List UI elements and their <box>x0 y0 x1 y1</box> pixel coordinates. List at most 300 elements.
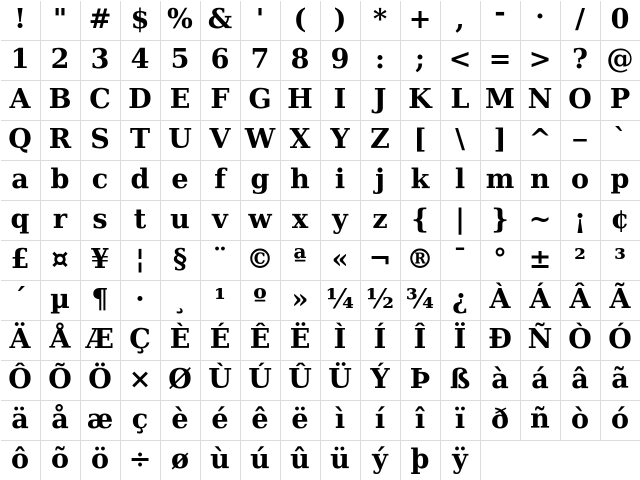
glyph: H <box>287 84 313 115</box>
glyph: × <box>128 364 152 395</box>
glyph: % <box>167 4 193 35</box>
glyph-cell[interactable] <box>400 280 440 320</box>
glyph: = <box>488 44 512 75</box>
glyph: ¹ <box>214 284 226 315</box>
glyph: $ <box>130 4 150 35</box>
glyph-cell[interactable] <box>360 160 400 200</box>
glyph-cell[interactable] <box>520 40 560 80</box>
glyph-cell[interactable] <box>240 240 280 280</box>
glyph-cell[interactable] <box>600 400 640 440</box>
glyph: Ö <box>88 364 112 395</box>
glyph-cell[interactable] <box>480 240 520 280</box>
glyph: + <box>408 4 432 35</box>
glyph-cell[interactable] <box>160 400 200 440</box>
glyph-cell[interactable] <box>320 80 360 120</box>
glyph: í <box>374 404 386 435</box>
glyph: P <box>609 84 631 115</box>
glyph-cell[interactable] <box>80 0 120 40</box>
glyph-cell[interactable] <box>240 40 280 80</box>
glyph-cell[interactable] <box>160 120 200 160</box>
glyph-cell[interactable] <box>280 40 320 80</box>
glyph-cell[interactable] <box>560 280 600 320</box>
glyph-cell[interactable] <box>160 160 200 200</box>
glyph-cell[interactable] <box>0 120 40 160</box>
glyph-cell[interactable] <box>400 360 440 400</box>
glyph: Ú <box>248 364 272 395</box>
glyph-cell[interactable] <box>440 240 480 280</box>
glyph: Y <box>330 124 350 155</box>
glyph: | <box>455 204 465 235</box>
glyph: ú <box>250 444 270 475</box>
glyph-cell[interactable] <box>80 160 120 200</box>
glyph-cell[interactable] <box>280 120 320 160</box>
glyph-cell[interactable] <box>560 320 600 360</box>
glyph: U <box>168 124 192 155</box>
glyph-cell[interactable] <box>80 80 120 120</box>
glyph-cell[interactable] <box>120 440 160 480</box>
glyph-cell[interactable] <box>200 440 240 480</box>
glyph: ( <box>293 4 307 35</box>
glyph-cell[interactable] <box>120 0 160 40</box>
glyph-cell[interactable] <box>160 280 200 320</box>
glyph: ï <box>454 404 466 435</box>
glyph-cell[interactable] <box>360 120 400 160</box>
glyph: ¸ <box>173 284 187 315</box>
glyph: O <box>568 84 592 115</box>
glyph-cell[interactable] <box>400 80 440 120</box>
glyph-cell[interactable] <box>160 240 200 280</box>
glyph-cell[interactable] <box>120 200 160 240</box>
glyph-cell[interactable] <box>120 40 160 80</box>
glyph: 8 <box>290 44 310 75</box>
glyph-cell[interactable] <box>200 360 240 400</box>
glyph-cell[interactable] <box>120 120 160 160</box>
glyph: æ <box>86 404 114 435</box>
glyph-cell[interactable] <box>280 400 320 440</box>
glyph-cell[interactable] <box>520 0 560 40</box>
glyph: \ <box>455 124 465 155</box>
glyph-cell[interactable] <box>40 0 80 40</box>
glyph-cell[interactable] <box>440 120 480 160</box>
glyph: ¨ <box>213 244 227 275</box>
glyph-cell[interactable] <box>40 240 80 280</box>
glyph-cell[interactable] <box>280 80 320 120</box>
glyph: q <box>10 204 30 235</box>
glyph-cell[interactable] <box>560 200 600 240</box>
glyph-cell[interactable] <box>280 240 320 280</box>
glyph: 3 <box>90 44 110 75</box>
glyph-cell[interactable] <box>160 360 200 400</box>
glyph-cell[interactable] <box>440 320 480 360</box>
glyph: ) <box>333 4 347 35</box>
glyph-cell[interactable] <box>40 320 80 360</box>
glyph-cell[interactable] <box>320 280 360 320</box>
glyph-cell[interactable] <box>600 120 640 160</box>
glyph: â <box>571 364 589 395</box>
glyph: h <box>290 164 310 195</box>
glyph: ` <box>613 124 627 155</box>
glyph-cell[interactable] <box>40 440 80 480</box>
glyph-cell[interactable] <box>400 320 440 360</box>
glyph: l <box>454 164 466 195</box>
glyph-cell[interactable] <box>240 440 280 480</box>
glyph-cell[interactable] <box>600 0 640 40</box>
glyph-cell[interactable] <box>520 160 560 200</box>
glyph-cell[interactable] <box>600 280 640 320</box>
glyph-cell[interactable] <box>440 200 480 240</box>
glyph-cell[interactable] <box>600 160 640 200</box>
glyph-cell[interactable] <box>520 360 560 400</box>
glyph: ã <box>611 364 629 395</box>
glyph: ¼ <box>325 284 355 315</box>
glyph: ü <box>330 444 350 475</box>
glyph: W <box>244 124 276 155</box>
glyph-cell[interactable] <box>320 200 360 240</box>
glyph-cell[interactable] <box>400 40 440 80</box>
glyph-cell[interactable] <box>560 0 600 40</box>
glyph-cell[interactable] <box>320 240 360 280</box>
glyph-cell[interactable] <box>40 120 80 160</box>
glyph-cell[interactable] <box>400 240 440 280</box>
glyph-cell[interactable] <box>360 440 400 480</box>
glyph: ´ <box>13 284 27 315</box>
glyph-cell[interactable] <box>240 320 280 360</box>
glyph-cell[interactable] <box>400 120 440 160</box>
glyph: º <box>253 284 267 315</box>
glyph: e <box>171 164 189 195</box>
glyph: Ã <box>609 284 631 315</box>
glyph-cell[interactable] <box>240 160 280 200</box>
glyph: ä <box>11 404 29 435</box>
glyph-cell[interactable] <box>440 400 480 440</box>
glyph-cell[interactable] <box>160 440 200 480</box>
glyph: w <box>248 204 272 235</box>
glyph: Î <box>413 324 427 355</box>
glyph: Ý <box>370 364 390 395</box>
glyph: ¬ <box>368 244 392 275</box>
glyph-cell[interactable] <box>0 400 40 440</box>
glyph: þ <box>410 444 430 475</box>
glyph-cell[interactable] <box>600 40 640 80</box>
glyph: " <box>52 4 68 35</box>
glyph-cell[interactable] <box>0 160 40 200</box>
glyph: Ü <box>328 364 352 395</box>
glyph-cell[interactable] <box>600 320 640 360</box>
glyph-cell[interactable] <box>600 240 640 280</box>
glyph-cell[interactable] <box>280 160 320 200</box>
glyph: K <box>408 84 432 115</box>
glyph: · <box>135 284 145 315</box>
glyph-cell[interactable] <box>240 360 280 400</box>
glyph-cell[interactable] <box>440 280 480 320</box>
glyph: ÿ <box>452 444 468 475</box>
glyph-cell[interactable] <box>160 200 200 240</box>
glyph: Ä <box>9 324 31 355</box>
glyph-cell[interactable] <box>120 240 160 280</box>
glyph-cell[interactable] <box>600 200 640 240</box>
glyph: À <box>489 284 511 315</box>
glyph: è <box>171 404 189 435</box>
glyph-cell[interactable] <box>520 200 560 240</box>
glyph-cell[interactable] <box>240 80 280 120</box>
glyph: A <box>9 84 31 115</box>
glyph-cell[interactable] <box>80 280 120 320</box>
glyph-cell[interactable] <box>200 40 240 80</box>
glyph-cell[interactable] <box>520 120 560 160</box>
glyph-cell[interactable] <box>600 360 640 400</box>
glyph-cell[interactable] <box>360 320 400 360</box>
glyph-cell[interactable] <box>40 360 80 400</box>
glyph: n <box>530 164 550 195</box>
glyph-cell[interactable] <box>360 0 400 40</box>
glyph: } <box>491 204 509 235</box>
glyph-cell[interactable] <box>320 40 360 80</box>
glyph-cell[interactable] <box>360 80 400 120</box>
glyph: à <box>491 364 509 395</box>
glyph-cell[interactable] <box>200 80 240 120</box>
glyph: µ <box>50 284 70 315</box>
glyph: # <box>88 4 112 35</box>
glyph: u <box>170 204 190 235</box>
glyph: 1 <box>10 44 30 75</box>
glyph: i <box>334 164 346 195</box>
glyph-cell[interactable] <box>160 0 200 40</box>
glyph-cell[interactable] <box>480 120 520 160</box>
glyph: X <box>289 124 311 155</box>
glyph: Ñ <box>527 324 553 355</box>
glyph-cell[interactable] <box>200 120 240 160</box>
glyph-cell[interactable] <box>320 360 360 400</box>
glyph-cell[interactable] <box>80 120 120 160</box>
glyph-cell[interactable] <box>560 240 600 280</box>
glyph-cell[interactable] <box>360 360 400 400</box>
glyph: R <box>48 124 72 155</box>
glyph-cell[interactable] <box>360 240 400 280</box>
glyph-cell[interactable] <box>400 440 440 480</box>
glyph-cell[interactable] <box>40 200 80 240</box>
glyph: ° <box>493 244 507 275</box>
glyph-cell[interactable] <box>600 80 640 120</box>
glyph-cell[interactable] <box>40 160 80 200</box>
glyph-cell[interactable] <box>120 400 160 440</box>
glyph: ¶ <box>91 284 109 315</box>
glyph: ö <box>90 444 109 475</box>
glyph: ; <box>415 44 425 75</box>
glyph: G <box>248 84 272 115</box>
glyph: 5 <box>170 44 190 75</box>
glyph: > <box>528 44 552 75</box>
glyph-cell[interactable] <box>400 400 440 440</box>
glyph: Á <box>529 284 551 315</box>
glyph-cell[interactable] <box>0 360 40 400</box>
glyph-cell[interactable] <box>200 160 240 200</box>
glyph: á <box>531 364 549 395</box>
glyph: Ç <box>129 324 151 355</box>
glyph-cell[interactable] <box>120 160 160 200</box>
glyph-cell[interactable] <box>560 400 600 440</box>
glyph: ¾ <box>405 284 435 315</box>
glyph-cell[interactable] <box>80 440 120 480</box>
glyph-cell[interactable] <box>360 200 400 240</box>
glyph-cell[interactable] <box>480 0 520 40</box>
glyph-cell[interactable] <box>80 400 120 440</box>
glyph: Õ <box>48 364 72 395</box>
glyph-cell[interactable] <box>480 80 520 120</box>
glyph: å <box>51 404 69 435</box>
glyph-cell[interactable] <box>40 40 80 80</box>
glyph: z <box>372 204 388 235</box>
glyph: î <box>414 404 426 435</box>
glyph-cell[interactable] <box>0 320 40 360</box>
glyph: ª <box>293 244 307 275</box>
glyph: m <box>485 164 515 195</box>
glyph: ç <box>131 404 149 435</box>
glyph-cell[interactable] <box>480 160 520 200</box>
glyph: S <box>90 124 110 155</box>
glyph: ¦ <box>135 244 145 275</box>
glyph-cell[interactable] <box>120 360 160 400</box>
glyph-cell[interactable] <box>320 0 360 40</box>
glyph-cell[interactable] <box>360 40 400 80</box>
glyph-cell[interactable] <box>0 200 40 240</box>
glyph-cell[interactable] <box>0 440 40 480</box>
glyph-cell[interactable] <box>320 320 360 360</box>
glyph-cell[interactable] <box>240 280 280 320</box>
glyph-cell[interactable] <box>520 240 560 280</box>
glyph-cell[interactable] <box>120 320 160 360</box>
glyph: ò <box>570 404 589 435</box>
glyph-cell[interactable] <box>560 160 600 200</box>
glyph-cell[interactable] <box>0 240 40 280</box>
glyph-cell[interactable] <box>120 80 160 120</box>
glyph-cell[interactable] <box>520 80 560 120</box>
glyph-cell[interactable] <box>320 160 360 200</box>
glyph-cell[interactable] <box>200 0 240 40</box>
glyph-cell[interactable] <box>120 280 160 320</box>
glyph-cell[interactable] <box>80 240 120 280</box>
glyph-cell[interactable] <box>160 80 200 120</box>
glyph-cell[interactable] <box>160 40 200 80</box>
glyph-cell[interactable] <box>480 200 520 240</box>
glyph: Ì <box>333 324 347 355</box>
glyph: 4 <box>130 44 150 75</box>
glyph: Ò <box>568 324 592 355</box>
glyph-cell[interactable] <box>200 240 240 280</box>
glyph-cell[interactable] <box>280 360 320 400</box>
glyph-cell[interactable] <box>440 0 480 40</box>
glyph-cell[interactable] <box>320 400 360 440</box>
glyph-cell[interactable] <box>560 360 600 400</box>
glyph-cell[interactable] <box>0 80 40 120</box>
glyph: c <box>91 164 109 195</box>
glyph-cell[interactable] <box>480 280 520 320</box>
glyph-cell[interactable] <box>80 200 120 240</box>
glyph-cell[interactable] <box>80 320 120 360</box>
glyph: § <box>172 244 188 275</box>
glyph-cell[interactable] <box>0 280 40 320</box>
glyph-cell[interactable] <box>360 400 400 440</box>
glyph: ' <box>255 4 265 35</box>
glyph: ² <box>574 244 586 275</box>
glyph-cell[interactable] <box>280 320 320 360</box>
glyph-cell[interactable] <box>320 440 360 480</box>
glyph: , <box>455 4 465 35</box>
glyph-cell[interactable] <box>200 320 240 360</box>
glyph-cell[interactable] <box>440 160 480 200</box>
glyph-cell[interactable] <box>40 280 80 320</box>
glyph-cell[interactable] <box>80 360 120 400</box>
glyph-cell[interactable] <box>160 320 200 360</box>
glyph: Ð <box>488 324 512 355</box>
glyph-cell[interactable] <box>440 40 480 80</box>
glyph-cell[interactable] <box>0 40 40 80</box>
glyph: [ <box>413 124 427 155</box>
glyph: b <box>50 164 70 195</box>
glyph: o <box>570 164 589 195</box>
glyph-cell[interactable] <box>560 40 600 80</box>
glyph: ³ <box>614 244 626 275</box>
glyph-cell[interactable] <box>480 400 520 440</box>
glyph-cell[interactable] <box>280 200 320 240</box>
glyph: F <box>210 84 230 115</box>
glyph: Æ <box>86 324 114 355</box>
glyph: ¢ <box>610 204 630 235</box>
glyph-cell[interactable] <box>560 111 600 160</box>
glyph-cell[interactable] <box>440 80 480 120</box>
glyph-cell[interactable] <box>200 280 240 320</box>
glyph-cell[interactable] <box>280 280 320 320</box>
glyph-cell[interactable] <box>520 320 560 360</box>
glyph-cell[interactable] <box>240 120 280 160</box>
glyph: ½ <box>365 284 395 315</box>
glyph-cell[interactable] <box>200 200 240 240</box>
glyph-cell[interactable] <box>200 400 240 440</box>
glyph: ý <box>372 444 388 475</box>
glyph-cell[interactable] <box>520 280 560 320</box>
glyph: ^ <box>528 124 552 155</box>
glyph: Ë <box>289 324 311 355</box>
glyph-cell[interactable] <box>400 160 440 200</box>
glyph-cell[interactable] <box>240 200 280 240</box>
glyph-cell[interactable] <box>40 80 80 120</box>
glyph-cell[interactable] <box>240 0 280 40</box>
glyph: J <box>373 84 387 115</box>
glyph: 6 <box>210 44 230 75</box>
glyph-cell[interactable] <box>480 40 520 80</box>
glyph: k <box>410 164 430 195</box>
glyph-cell[interactable] <box>280 0 320 40</box>
glyph-cell[interactable] <box>520 400 560 440</box>
glyph-cell[interactable] <box>400 0 440 40</box>
glyph: y <box>332 204 348 235</box>
glyph-cell[interactable] <box>480 320 520 360</box>
glyph-cell[interactable] <box>80 40 120 80</box>
glyph-cell[interactable] <box>480 360 520 400</box>
glyph: d <box>130 164 150 195</box>
glyph-cell[interactable] <box>0 0 40 40</box>
glyph-cell[interactable] <box>440 360 480 400</box>
glyph: ê <box>251 404 269 435</box>
glyph-cell[interactable] <box>320 120 360 160</box>
glyph-cell[interactable] <box>360 280 400 320</box>
glyph-cell[interactable] <box>440 440 480 480</box>
glyph-cell[interactable] <box>280 440 320 480</box>
glyph: ô <box>10 444 29 475</box>
glyph-cell[interactable] <box>240 400 280 440</box>
glyph-cell[interactable] <box>40 400 80 440</box>
glyph-cell[interactable] <box>400 200 440 240</box>
glyph: : <box>375 44 385 75</box>
